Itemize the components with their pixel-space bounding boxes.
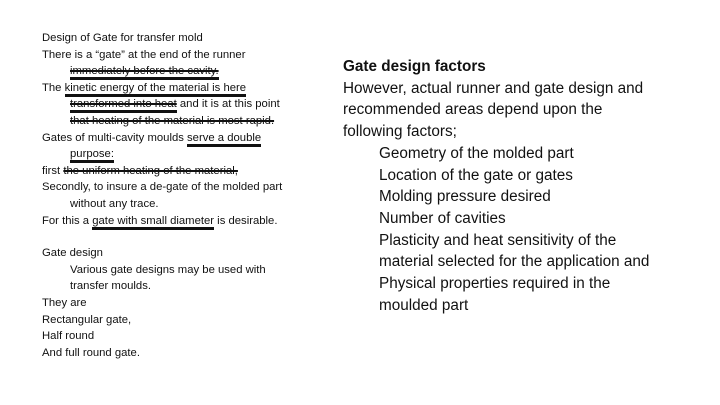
left-line: Various gate designs may be used with: [70, 263, 266, 276]
left-title: Design of Gate for transfer mold: [42, 32, 203, 44]
left-line: Rectangular gate,: [42, 313, 132, 326]
left-line: purpose:: [42, 146, 332, 163]
right-column: [343, 56, 698, 316]
left-line: Secondly, to insure a de-gate of the molded part: [42, 181, 283, 194]
factor-item: Molding pressure desired: [379, 188, 551, 206]
left-line: immediately before the cavity.: [42, 63, 332, 80]
left-line: They are: [42, 296, 87, 309]
factor-item: Number of cavities: [379, 209, 506, 227]
left-line: Half round: [42, 330, 95, 343]
factor-item: Location of the gate or gates: [379, 166, 573, 184]
right-line: recommended areas depend upon the: [343, 101, 603, 119]
left-line: Gates of multi-cavity moulds serve a double: [42, 130, 332, 147]
left-line: first the uniform heating of the material,: [42, 164, 238, 177]
left-line: There is a “gate” at the end of the runner: [42, 48, 246, 61]
left-line: transfer moulds.: [70, 280, 151, 293]
factors-heading: Gate design factors: [343, 58, 486, 75]
left-line: without any trace.: [70, 197, 159, 210]
left-line: For this a gate with small diameter is desirable.: [42, 213, 332, 230]
factor-item: Geometry of the molded part: [379, 144, 574, 162]
left-line: The kinetic energy of the material is here: [42, 80, 332, 97]
factor-item: moulded part: [379, 296, 469, 314]
factor-item: material selected for the application and: [379, 253, 650, 271]
left-column: [42, 30, 332, 361]
left-line: transformed into heat and it is at this point: [42, 96, 332, 113]
factor-item: Physical properties required in the: [379, 275, 611, 293]
factor-item: Plasticity and heat sensitivity of the: [379, 231, 617, 249]
gate-design-title: Gate design: [42, 247, 103, 260]
right-line: following factors;: [343, 123, 457, 141]
right-line: However, actual runner and gate design and: [343, 79, 644, 97]
left-line: that heating of the material is most rapid.: [70, 114, 275, 127]
left-line: And full round gate.: [42, 346, 140, 359]
